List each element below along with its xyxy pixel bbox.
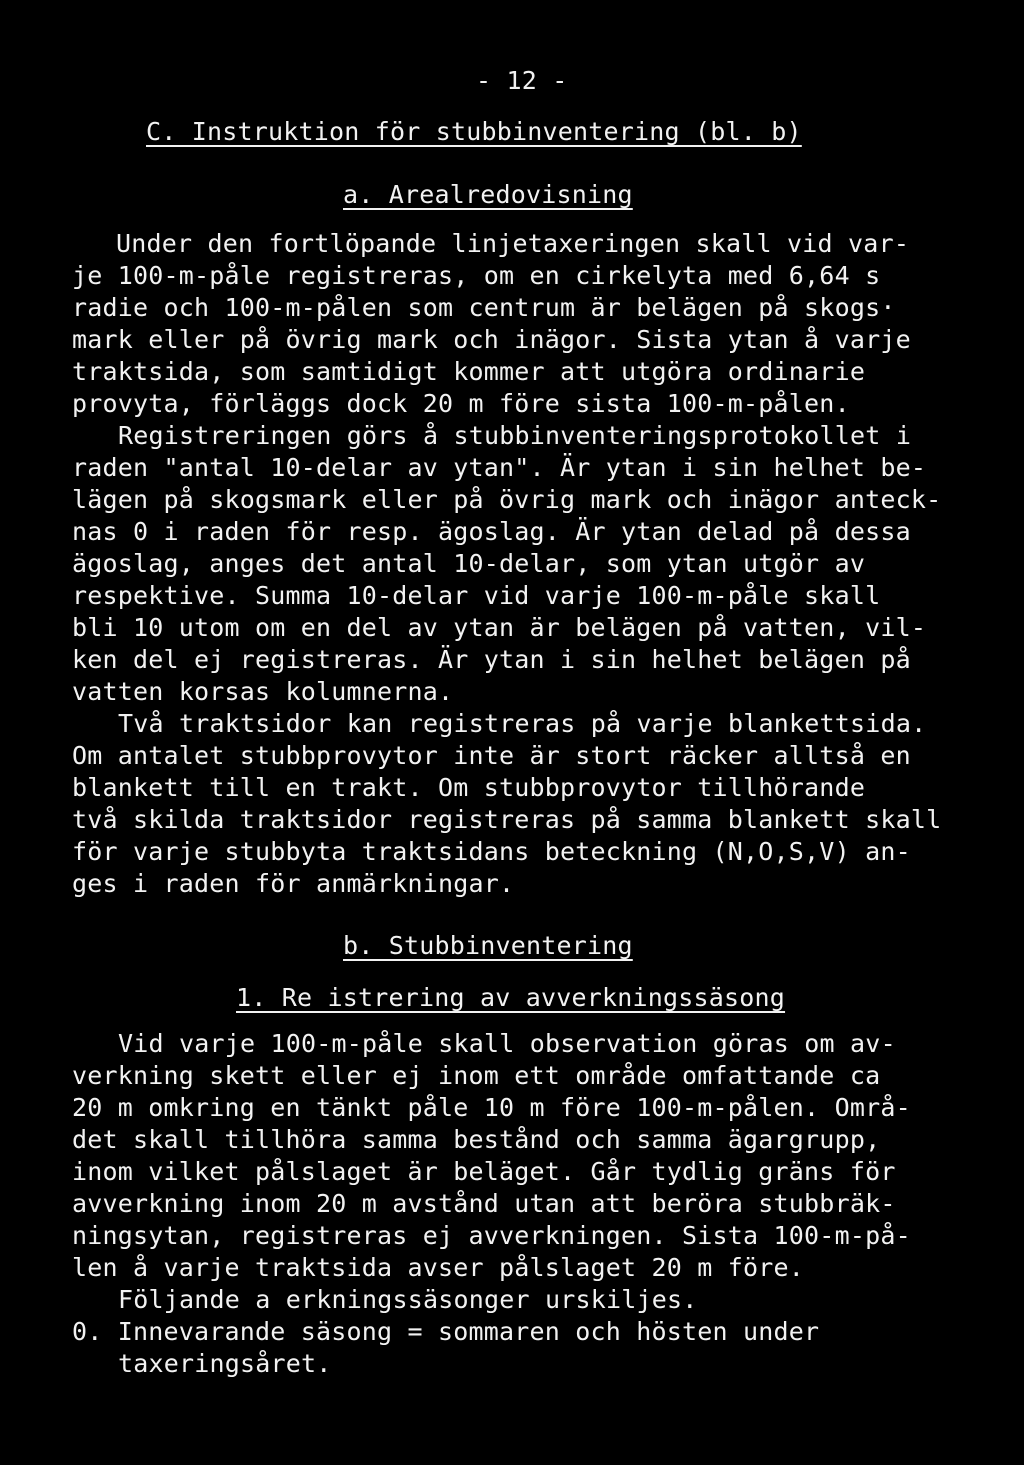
section-c-heading: C. Instruktion för stubbinventering (bl. b) [146, 117, 802, 146]
text-line: provyta, förläggs dock 20 m före sista 100-m-pålen. [72, 389, 850, 418]
text-line: avverkning inom 20 m avstånd utan att beröra stubbräk- [72, 1189, 896, 1218]
text-line: för varje stubbyta traktsidans beteckning (N,O,S,V) an- [72, 837, 911, 866]
text-line: ningsytan, registreras ej avverkningen. Sista 100-m-på- [72, 1221, 911, 1250]
text-line: Två traktsidor kan registreras på varje blankettsida. [118, 709, 927, 738]
text-line: 0. Innevarande säsong = sommaren och hösten under [72, 1317, 820, 1346]
text-line: Följande a erkningssäsonger urskiljes. [118, 1285, 698, 1314]
subsection-a-heading: a. Arealredovisning [343, 180, 633, 209]
text-line: nas 0 i raden för resp. ägoslag. Är ytan delad på dessa [72, 517, 911, 546]
text-line: vatten korsas kolumnerna. [72, 677, 454, 706]
text-line: Vid varje 100-m-påle skall observation göras om av- [118, 1029, 896, 1058]
text-line: ges i raden för anmärkningar. [72, 869, 515, 898]
text-line: verkning skett eller ej inom ett område omfattande ca [72, 1061, 881, 1090]
text-line: bli 10 utom om en del av ytan är belägen på vatten, vil- [72, 613, 927, 642]
text-line: mark eller på övrig mark och inägor. Sista ytan å varje [72, 325, 911, 354]
text-line: ken del ej registreras. Är ytan i sin helhet belägen på [72, 645, 911, 674]
text-line: je 100-m-påle registreras, om en cirkelyta med 6,64 s [72, 261, 881, 290]
text-line: lägen på skogsmark eller på övrig mark och inägor anteck- [72, 485, 942, 514]
text-line: två skilda traktsidor registreras på samma blankett skall [72, 805, 942, 834]
text-line: traktsida, som samtidigt kommer att utgöra ordinarie [72, 357, 866, 386]
item-1-heading: 1. Re istrering av avverkningssäsong [236, 983, 786, 1012]
subsection-b-heading: b. Stubbinventering [343, 931, 633, 960]
text-line: ägoslag, anges det antal 10-delar, som ytan utgör av [72, 549, 866, 578]
text-line: 20 m omkring en tänkt påle 10 m före 100-m-pålen. Områ- [72, 1093, 911, 1122]
text-line: Under den fortlöpande linjetaxeringen skall vid var- [116, 229, 910, 258]
text-line: raden "antal 10-delar av ytan". Är ytan i sin helhet be- [72, 453, 927, 482]
text-line: det skall tillhöra samma bestånd och samma ägargrupp, [72, 1125, 881, 1154]
page-number: - 12 - [476, 66, 568, 95]
text-line: inom vilket pålslaget är beläget. Går tydlig gräns för [72, 1157, 896, 1186]
text-line: Om antalet stubbprovytor inte är stort räcker alltså en [72, 741, 911, 770]
text-line: respektive. Summa 10-delar vid varje 100-m-påle skall [72, 581, 881, 610]
text-line: radie och 100-m-pålen som centrum är belägen på skogs· [72, 293, 896, 322]
text-line: blankett till en trakt. Om stubbprovytor tillhörande [72, 773, 866, 802]
text-line: Registreringen görs å stubbinventeringsprotokollet i [118, 421, 912, 450]
text-line: len å varje traktsida avser pålslaget 20 m före. [72, 1253, 805, 1282]
text-line: taxeringsåret. [118, 1349, 332, 1378]
